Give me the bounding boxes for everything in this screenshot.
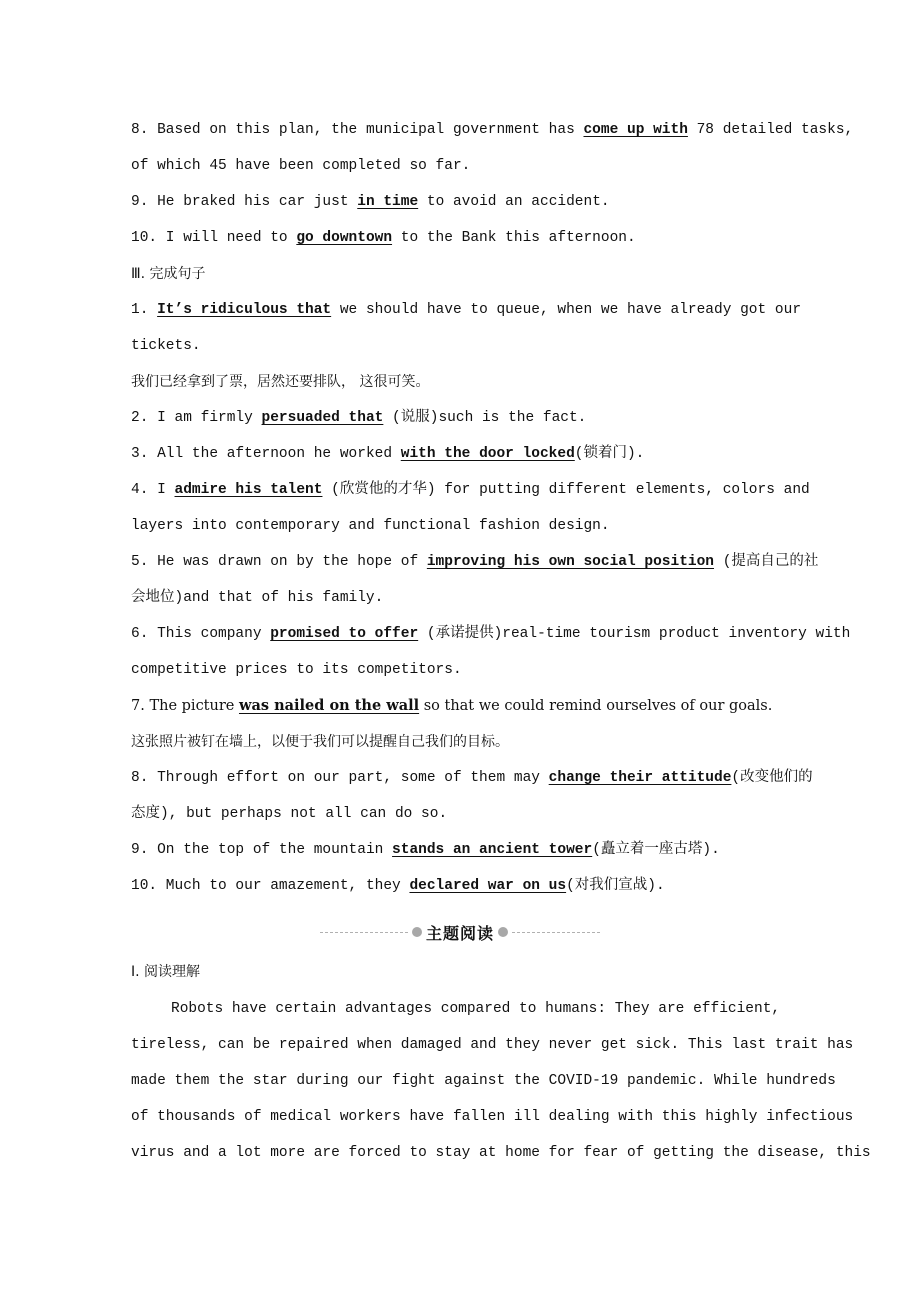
line-text: 9. He braked his car just (131, 194, 358, 210)
exercise-line (131, 804, 821, 824)
line-text: 这张照片被钉在墙上，以便于我们可以提醒自己我们的目标。 (131, 734, 509, 750)
line-text: 8. Through effort on our part, some of them may (131, 770, 549, 786)
divider-title: 主题阅读 (426, 923, 495, 943)
line-text: 10. Much to our amazement, they (131, 878, 410, 894)
line-text: 我们已经拿到了票，居然还要排队， 这很可笑。 (131, 374, 430, 390)
line-text: 1. (131, 302, 158, 318)
line-text: 7. The picture (131, 698, 239, 714)
line-text: layers into contemporary and functional fashion design. (131, 518, 610, 534)
line-text: (承诺提供)real-time tourism product inventory with (418, 626, 851, 642)
answer: was nailed on the wall (238, 697, 420, 714)
exercise-line (131, 768, 821, 788)
line-text: 会地位)and that of his family. (131, 590, 384, 606)
section-divider (320, 918, 600, 946)
line-text: 6. This company (131, 626, 271, 642)
line-text: (矗立着一座古塔). (592, 842, 720, 858)
line-text: 4. I (131, 482, 175, 498)
line-text: so that we could remind ourselves of our goals. (419, 698, 773, 714)
answer: admire his talent (174, 482, 323, 498)
exercise-line (131, 624, 851, 644)
line-text: 10. I will need to (131, 230, 297, 246)
paragraph-line: tireless, can be repaired when damaged and they never get sick. This last trait has (131, 1037, 854, 1053)
exercise-line (131, 156, 821, 176)
answer: with the door locked (400, 446, 575, 462)
translation-line (131, 372, 821, 392)
line-text: tickets. (131, 338, 201, 354)
answer: promised to offer (270, 626, 419, 642)
answer: stands an ancient tower (392, 842, 593, 858)
line-text: 78 detailed tasks, (687, 122, 854, 138)
exercise-line (131, 696, 821, 716)
exercise-line (131, 336, 821, 356)
paragraph-line: virus and a lot more are forced to stay at home for fear of getting the disease, this (131, 1145, 871, 1161)
line-text: (锁着门). (574, 446, 645, 462)
translation-line (131, 732, 821, 752)
line-text: (提高自己的社 (714, 554, 819, 570)
exercise-line (131, 408, 821, 428)
line-text: we should have to queue, when we have already got our (331, 302, 802, 318)
answer: persuaded that (261, 410, 384, 426)
paragraph-line: Robots have certain advantages compared to humans: They are efficient, (171, 1001, 781, 1017)
exercise-line (131, 840, 821, 860)
answer: change their attitude (548, 770, 732, 786)
line-text: (改变他们的 (731, 770, 813, 786)
answer: come up with (583, 122, 688, 138)
exercise-line (131, 192, 821, 212)
answer: improving his own social position (426, 554, 715, 570)
line-text: 3. All the afternoon he worked (131, 446, 401, 462)
section-title: Ⅲ. 完成句子 (131, 266, 206, 282)
line-text: to avoid an accident. (418, 194, 610, 210)
line-text: (说服)such is the fact. (383, 410, 587, 426)
exercise-line (131, 480, 821, 500)
line-text: to the Bank this afternoon. (392, 230, 636, 246)
exercise-line (131, 588, 821, 608)
dot-icon (412, 927, 422, 937)
exercise-line (131, 660, 821, 680)
line-text: competitive prices to its competitors. (131, 662, 462, 678)
line-text: (欣赏他的才华) for putting different elements, colors and (322, 482, 810, 498)
exercise-line (131, 300, 821, 320)
exercise-line (131, 120, 854, 140)
answer: in time (357, 194, 419, 210)
line-text: 2. I am firmly (131, 410, 262, 426)
exercise-line (131, 516, 821, 536)
line-text: 9. On the top of the mountain (131, 842, 393, 858)
answer: It’s ridiculous that (157, 302, 332, 318)
paragraph-line: made them the star during our fight against the COVID-19 pandemic. While hundreds (131, 1073, 836, 1089)
exercise-line (131, 876, 821, 896)
dot-icon (498, 927, 508, 937)
exercise-line (131, 552, 821, 572)
line-text: (对我们宣战). (566, 878, 665, 894)
line-text: 态度), but perhaps not all can do so. (131, 806, 448, 822)
answer: go downtown (296, 230, 393, 246)
line-text: 8. Based on this plan, the municipal government has (131, 122, 584, 138)
exercise-line (131, 228, 821, 248)
line-text: of which 45 have been completed so far. (131, 158, 471, 174)
line-text: 5. He was drawn on by the hope of (131, 554, 427, 570)
divider-rule (512, 932, 600, 933)
paragraph-line: of thousands of medical workers have fallen ill dealing with this highly infectious (131, 1109, 854, 1125)
answer: declared war on us (409, 878, 567, 894)
reading-title: Ⅰ. 阅读理解 (131, 964, 201, 980)
divider-rule (320, 932, 408, 933)
exercise-line (131, 444, 821, 464)
